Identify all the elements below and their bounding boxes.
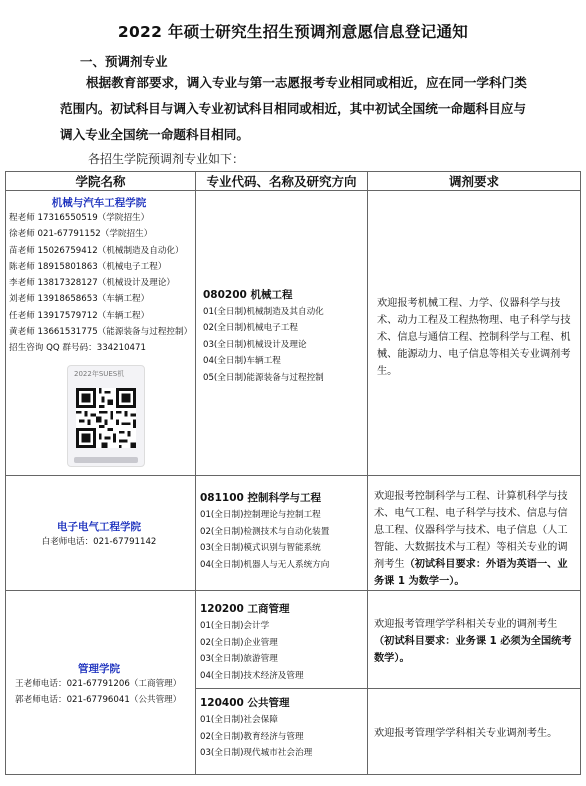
major-code-name: 080200 机械工程 (203, 288, 293, 301)
direction-item: 03(全日制)机械设计及理论 (203, 339, 307, 350)
requirement-plain: 欢迎报考机械工程、力学、仪器科学与技术、动力工程及工程热物理、电子科学与技术、信息与通信工程、控制科学与工程、机械、能源动力、电子信息等相关专业调剂考生。 (377, 297, 571, 377)
requirement-bold: （初试科目要求：业务课 1 必须为全国统考数学）。 (374, 636, 572, 664)
contact-line: 白老师电话：021-67791142 (41, 537, 157, 548)
major-code-name: 120200 工商管理 (200, 603, 290, 615)
direction-item: 03(全日制)现代城市社会治理 (200, 748, 313, 758)
requirement-text (371, 291, 580, 380)
majors-table (5, 171, 581, 775)
contact-line: 黄老师 13661531775（能源装备与过程控制） (9, 327, 193, 338)
contact-line: 徐老师 021-67791152（学院招生） (9, 229, 153, 240)
direction-item: 02(全日制)机械电子工程 (203, 323, 298, 334)
qr-code-card (67, 365, 145, 467)
requirement-plain: 欢迎报考控制科学与工程、计算机科学与技术、电气工程、电子科学与技术、信息与信息工程、仪器科学与技术、电子信息（人工智能、大数据技术与工程）等相关专业的调剂考生 (374, 491, 568, 570)
direction-item: 04(全日制)技术经济及管理 (200, 670, 304, 681)
school-name: 管理学院 (78, 662, 120, 675)
school-cell (6, 476, 196, 591)
requirement-text (368, 476, 580, 590)
contact-line: 王老师电话：021-67791206（工商管理） (15, 678, 182, 689)
requirement-plain: 欢迎报考管理学学科相关专业调剂考生。 (374, 728, 558, 739)
school-name: 机械与汽车工程学院 (51, 197, 147, 209)
major-cell (196, 591, 368, 689)
school-cell (6, 191, 196, 476)
table-header-row (6, 172, 581, 191)
direction-item: 05(全日制)能源装备与过程控制 (203, 372, 324, 383)
table-row (6, 191, 581, 476)
school-name: 电子电气工程学院 (57, 521, 141, 534)
qq-group-line: 招生咨询 QQ 群号码：334210471 (9, 343, 146, 354)
direction-item: 01(全日制)机械制造及其自动化 (203, 306, 324, 317)
direction-item: 03(全日制)旅游管理 (200, 654, 278, 664)
contact-line: 郭老师电话：021-67796041（公共管理） (15, 695, 182, 705)
requirement-text (368, 612, 580, 667)
direction-item: 01(全日制)控制理论与控制工程 (200, 510, 321, 520)
requirement-cell (368, 476, 581, 591)
contact-line: 李老师 13817328127（机械设计及理论） (9, 278, 176, 289)
qr-caption: 2022年SUES机 (74, 369, 125, 378)
qr-footer-bar (74, 457, 138, 463)
qr-code-icon (76, 388, 136, 448)
contact-line: 程老师 17316550519（学院招生） (9, 213, 150, 223)
table-row (6, 476, 581, 591)
major-cell (196, 689, 368, 775)
table-row (6, 591, 581, 689)
direction-item: 01(全日制)会计学 (200, 621, 270, 631)
requirement-cell (368, 591, 581, 689)
direction-item: 02(全日制)企业管理 (200, 637, 278, 648)
requirement-plain: 欢迎报考管理学学科相关专业的调剂考生 (374, 619, 558, 630)
header-major: 专业代码、名称及研究方向 (196, 172, 368, 191)
intro-line: 各招生学院预调剂专业如下： (88, 152, 245, 166)
policy-paragraph: 根据教育部要求，调入专业与第一志愿报考专业相同或相近，应在同一学科门类范围内。初试科目与调入专业初试科目相同或相近，其中初试全国统一命题科目应与调入专业全国统一命题科目相同。 (60, 75, 527, 142)
direction-item: 02(全日制)教育经济与管理 (200, 731, 304, 742)
document-title: 2022 年硕士研究生招生预调剂意愿信息登记通知 (117, 23, 469, 41)
header-requirement: 调剂要求 (368, 172, 581, 191)
requirement-cell (368, 191, 581, 476)
major-cell (196, 191, 368, 476)
requirement-text (368, 721, 580, 742)
direction-item: 03(全日制)模式识别与智能系统 (200, 543, 321, 553)
contact-line: 陈老师 18915801863（机械电子工程） (9, 261, 167, 272)
direction-item: 04(全日制)机器人与无人系统方向 (200, 559, 330, 570)
contact-line: 任老师 13917579712（车辆工程） (9, 310, 150, 321)
requirement-bold: （初试科目要求：外语为英语一、业务课 1 为数学一）。 (374, 559, 568, 587)
section-heading: 一、预调剂专业 (80, 54, 168, 69)
requirement-cell (368, 689, 581, 775)
school-cell (6, 591, 196, 775)
major-cell (196, 476, 368, 591)
direction-item: 01(全日制)社会保障 (200, 715, 278, 725)
header-school: 学院名称 (6, 172, 196, 191)
contact-line: 苗老师 15026759412（机械制造及自动化） (9, 245, 184, 256)
major-code-name: 081100 控制科学与工程 (200, 492, 321, 504)
major-code-name: 120400 公共管理 (200, 697, 290, 709)
direction-item: 04(全日制)车辆工程 (203, 356, 281, 367)
contact-line: 刘老师 13918658653（车辆工程） (9, 294, 150, 305)
direction-item: 02(全日制)检测技术与自动化装置 (200, 526, 330, 537)
